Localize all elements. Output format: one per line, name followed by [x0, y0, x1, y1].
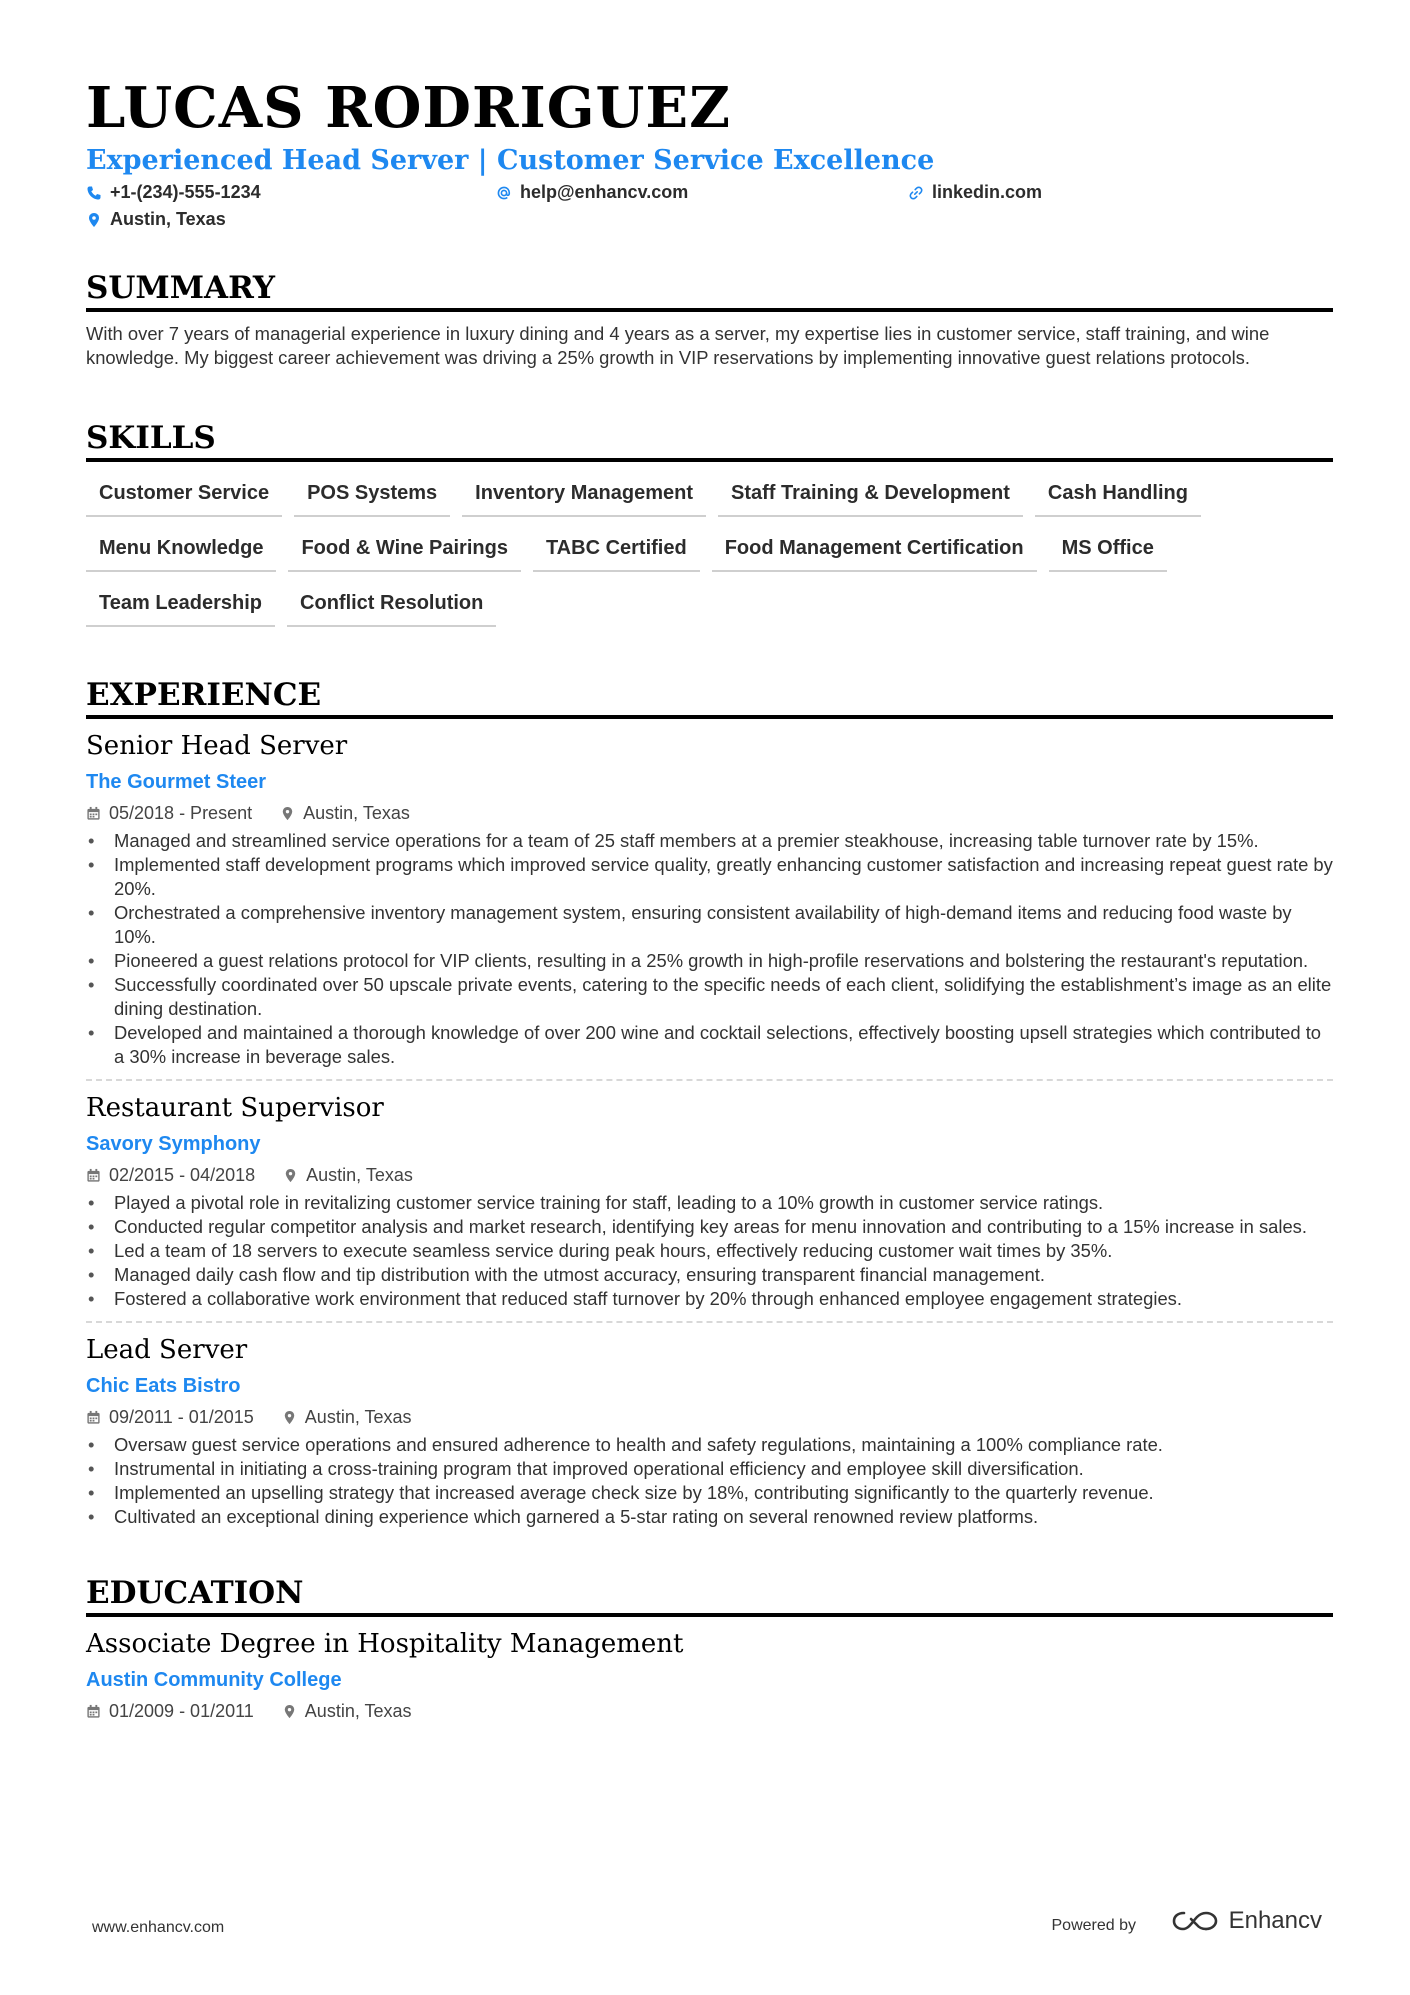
job-bullet: • Implemented an upselling strategy that increased average check size by 18%, contributing significantly to the quarterly revenue.	[86, 1481, 1333, 1505]
summary-heading: SUMMARY	[86, 268, 1333, 312]
school-name: Austin Community College	[86, 1669, 342, 1691]
skill-tag: Menu Knowledge	[86, 535, 276, 572]
job-location	[283, 1163, 413, 1187]
summary-section	[86, 268, 1333, 370]
job-title: Restaurant Supervisor	[86, 1093, 384, 1123]
skill-tag: Team Leadership	[86, 590, 275, 627]
contact-email[interactable]	[496, 182, 688, 203]
job-dates	[86, 801, 252, 825]
headline: Experienced Head Server | Customer Service Excellence	[86, 145, 935, 176]
job-dates-text: 09/2011 - 01/2015	[109, 1407, 254, 1427]
job-entry	[86, 1333, 1333, 1529]
company-name: Chic Eats Bistro	[86, 1375, 241, 1397]
degree-title: Associate Degree in Hospitality Management	[86, 1629, 684, 1659]
job-bullet: • Oversaw guest service operations and ensured adherence to health and safety regulations, maintaining a 100% compliance rate.	[86, 1433, 1333, 1457]
contact-linkedin[interactable]	[908, 182, 1042, 203]
location-text: Austin, Texas	[110, 209, 226, 229]
skills-heading: SKILLS	[86, 418, 1333, 462]
experience-heading: EXPERIENCE	[86, 675, 1333, 719]
skill-tag: Staff Training & Development	[718, 480, 1023, 517]
candidate-name: LUCAS RODRIGUEZ	[86, 75, 731, 141]
at-icon	[496, 185, 512, 201]
job-location-text: Austin, Texas	[306, 1165, 413, 1185]
job-title: Lead Server	[86, 1335, 248, 1365]
education-section	[86, 1573, 1333, 1723]
education-heading: EDUCATION	[86, 1573, 1333, 1617]
footer-website[interactable]: www.enhancv.com	[92, 1919, 225, 1936]
skill-tag: POS Systems	[294, 480, 450, 517]
job-entry	[86, 729, 1333, 1081]
job-bullet: • Successfully coordinated over 50 upscale private events, catering to the specific needs of each client, solidifying the establishment’s image as an elite dining destination.	[86, 973, 1333, 1021]
skill-tag: Food Management Certification	[712, 535, 1037, 572]
phone-icon	[86, 185, 102, 201]
location-pin-icon	[86, 212, 102, 228]
calendar-icon	[86, 1168, 101, 1183]
education-dates-text: 01/2009 - 01/2011	[109, 1701, 254, 1721]
job-meta	[86, 801, 1333, 825]
job-bullet: • Orchestrated a comprehensive inventory management system, ensuring consistent availability of high-demand items and reducing food waste by 10%.	[86, 901, 1333, 949]
education-location-text: Austin, Texas	[304, 1701, 412, 1721]
skill-tag: TABC Certified	[533, 535, 700, 572]
job-dates-text: 02/2015 - 04/2018	[109, 1165, 256, 1185]
contact-info	[86, 182, 1333, 238]
job-bullet: • Led a team of 18 servers to execute seamless service during peak hours, effectively reducing customer wait times by 35%.	[86, 1239, 1333, 1263]
job-bullet: • Pioneered a guest relations protocol for VIP clients, resulting in a 25% growth in high-profile reservations and bolstering the restaurant's reputation.	[86, 949, 1333, 973]
experience-section	[86, 675, 1333, 1529]
job-bullets	[86, 829, 1333, 1069]
location-pin-icon	[282, 1704, 297, 1719]
job-dates	[86, 1405, 254, 1429]
job-entry	[86, 1091, 1333, 1323]
education-meta	[86, 1699, 1333, 1723]
summary-text: With over 7 years of managerial experience in luxury dining and 4 years as a server, my expertise lies in customer service, staff training, and wine knowledge. My biggest career achievement was driving a 25% growth in VIP reservations by implementing innovative guest relations protocols.	[86, 323, 1270, 368]
location-pin-icon	[283, 1168, 298, 1183]
skill-tag: Customer Service	[86, 480, 282, 517]
skill-tag: Inventory Management	[462, 480, 706, 517]
location-pin-icon	[280, 806, 295, 821]
resume-page	[86, 76, 1333, 1723]
job-dates-text: 05/2018 - Present	[109, 803, 253, 823]
skills-list	[86, 480, 1333, 627]
job-bullet: • Instrumental in initiating a cross-training program that improved operational efficiency and employee skill diversification.	[86, 1457, 1333, 1481]
job-location	[280, 801, 410, 825]
job-bullets	[86, 1433, 1333, 1529]
job-meta	[86, 1163, 1333, 1187]
jobs-list	[86, 729, 1333, 1529]
job-bullet: • Developed and maintained a thorough knowledge of over 200 wine and cocktail selections, effectively boosting upsell strategies which contributed to a 30% increase in beverage sales.	[86, 1021, 1333, 1069]
skills-section	[86, 418, 1333, 627]
skill-tag: MS Office	[1049, 535, 1167, 572]
skill-tag: Conflict Resolution	[287, 590, 496, 627]
enhancv-logo-text: Enhancv	[1228, 1907, 1322, 1934]
enhancv-logo[interactable]	[1171, 1907, 1322, 1935]
education-dates	[86, 1699, 254, 1723]
job-location-text: Austin, Texas	[304, 1407, 412, 1427]
job-location	[282, 1405, 412, 1429]
location-pin-icon	[282, 1410, 297, 1425]
job-bullet: • Conducted regular competitor analysis and market research, identifying key areas for menu innovation and contributing to a 15% increase in sales.	[86, 1215, 1333, 1239]
phone-text: +1-(234)-555-1234	[110, 182, 261, 202]
job-dates	[86, 1163, 255, 1187]
education-location	[282, 1699, 412, 1723]
job-location-text: Austin, Texas	[303, 803, 410, 823]
contact-location	[86, 209, 226, 230]
company-name: Savory Symphony	[86, 1133, 261, 1155]
skill-tag: Food & Wine Pairings	[288, 535, 521, 572]
job-bullet: • Cultivated an exceptional dining experience which garnered a 5-star rating on several renowned review platforms.	[86, 1505, 1333, 1529]
job-divider	[86, 1079, 1333, 1081]
link-icon	[908, 185, 924, 201]
job-bullets	[86, 1191, 1333, 1311]
calendar-icon	[86, 1704, 101, 1719]
job-meta	[86, 1405, 1333, 1429]
job-divider	[86, 1321, 1333, 1323]
email-text: help@enhancv.com	[520, 182, 689, 202]
calendar-icon	[86, 806, 101, 821]
job-bullet: • Fostered a collaborative work environment that reduced staff turnover by 20% through enhanced employee engagement strategies.	[86, 1287, 1333, 1311]
job-bullet: • Managed daily cash flow and tip distribution with the utmost accuracy, ensuring transparent financial management.	[86, 1263, 1333, 1287]
job-bullet: • Managed and streamlined service operations for a team of 25 staff members at a premier steakhouse, increasing table turnover rate by 15%.	[86, 829, 1333, 853]
skill-tag: Cash Handling	[1035, 480, 1201, 517]
company-name: The Gourmet Steer	[86, 771, 267, 793]
linkedin-text: linkedin.com	[932, 182, 1043, 202]
job-bullet: • Played a pivotal role in revitalizing customer service training for staff, leading to a 10% growth in customer service ratings.	[86, 1191, 1333, 1215]
enhancv-logo-icon	[1171, 1908, 1219, 1934]
job-title: Senior Head Server	[86, 731, 348, 761]
calendar-icon	[86, 1410, 101, 1425]
job-bullet: • Implemented staff development programs which improved service quality, greatly enhancing customer satisfaction and increasing repeat guest rate by 20%.	[86, 853, 1333, 901]
footer-powered-by: Powered by	[1051, 1917, 1136, 1934]
contact-phone	[86, 182, 261, 203]
